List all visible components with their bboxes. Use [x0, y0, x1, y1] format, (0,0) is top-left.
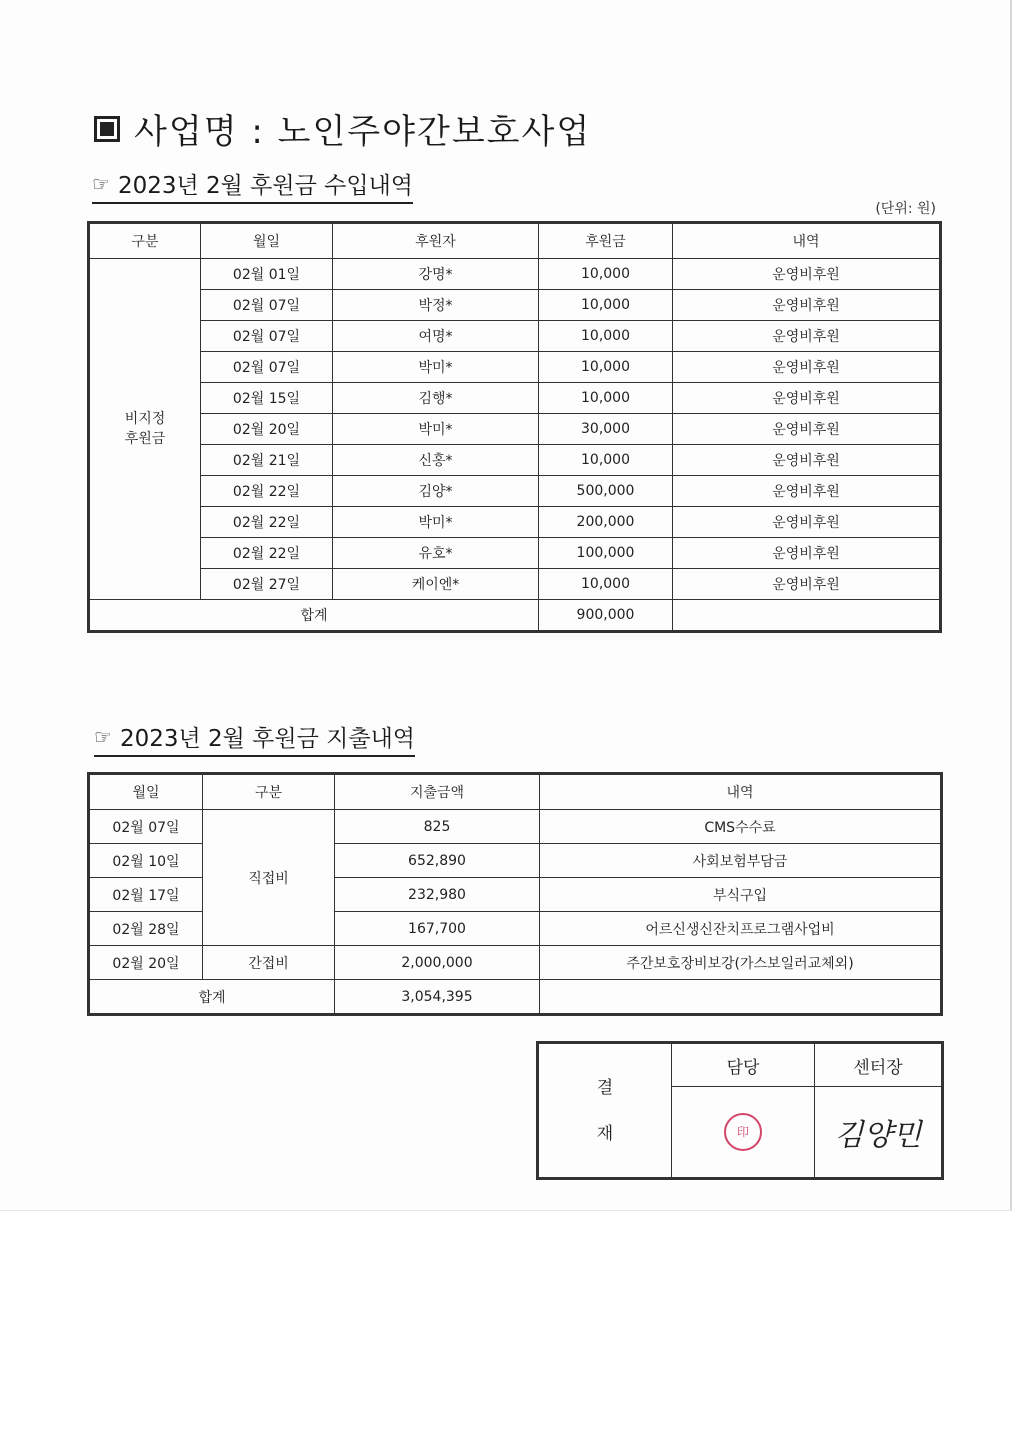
income-total-row [89, 600, 941, 632]
detail-cell: 운영비후원 [673, 569, 941, 600]
amount-cell: 232,980 [335, 878, 540, 912]
donor-cell: 박미* [333, 352, 539, 383]
approval-box [536, 1041, 944, 1180]
amount-cell: 652,890 [335, 844, 540, 878]
approval-label [538, 1043, 672, 1179]
header-date: 월일 [201, 223, 333, 259]
donor-cell: 박정* [333, 290, 539, 321]
amount-cell: 100,000 [539, 538, 673, 569]
date-cell: 02월 10일 [89, 844, 203, 878]
amount-cell: 10,000 [539, 259, 673, 290]
income-heading-text: 2023년 2월 후원금 수입내역 [117, 173, 413, 199]
date-cell: 02월 07일 [201, 321, 333, 352]
donor-cell: 박미* [333, 507, 539, 538]
pointing-hand-icon: ☞ [92, 171, 110, 196]
donor-cell: 신홍* [333, 445, 539, 476]
approval-label-top: 결 [596, 1077, 614, 1098]
detail-cell: 부식구입 [540, 878, 942, 912]
date-cell: 02월 07일 [89, 810, 203, 844]
category-cell: 직접비 [203, 810, 335, 946]
total-detail [540, 980, 942, 1015]
detail-cell: 운영비후원 [673, 476, 941, 507]
date-cell: 02월 21일 [201, 445, 333, 476]
category-cell: 간접비 [203, 946, 335, 980]
date-cell: 02월 27일 [201, 569, 333, 600]
income-header-row [89, 223, 941, 259]
expense-body [89, 810, 942, 1015]
expense-row [89, 810, 942, 844]
detail-cell: 운영비후원 [673, 352, 941, 383]
income-row [89, 507, 941, 538]
unit-label: (단위: 원) [875, 201, 936, 217]
detail-cell: 주간보호장비보강(가스보일러교체외) [540, 946, 942, 980]
date-cell: 02월 15일 [201, 383, 333, 414]
amount-cell: 10,000 [539, 321, 673, 352]
donor-cell: 박미* [333, 414, 539, 445]
amount-cell: 30,000 [539, 414, 673, 445]
income-row [89, 476, 941, 507]
expense-header-row [89, 774, 942, 810]
income-row [89, 445, 941, 476]
header-amount: 지출금액 [335, 774, 540, 810]
date-cell: 02월 22일 [201, 476, 333, 507]
detail-cell: 운영비후원 [673, 414, 941, 445]
header-detail: 내역 [540, 774, 942, 810]
seal-stamp: 印 [724, 1113, 762, 1151]
header-date: 월일 [89, 774, 203, 810]
header-category: 구분 [203, 774, 335, 810]
income-body [89, 259, 941, 632]
income-row [89, 569, 941, 600]
handwritten-signature: 김양민 [834, 1118, 922, 1153]
detail-cell: 운영비후원 [673, 507, 941, 538]
date-cell: 02월 07일 [201, 290, 333, 321]
total-detail [673, 600, 941, 632]
approval-col-director: 센터장 [815, 1043, 943, 1087]
donor-cell: 케이엔* [333, 569, 539, 600]
detail-cell: 운영비후원 [673, 290, 941, 321]
detail-cell: 운영비후원 [673, 538, 941, 569]
amount-cell: 10,000 [539, 352, 673, 383]
income-row [89, 352, 941, 383]
header-category: 구분 [89, 223, 201, 259]
income-row [89, 259, 941, 290]
donor-cell: 김양* [333, 476, 539, 507]
amount-cell: 500,000 [539, 476, 673, 507]
expense-table [87, 772, 943, 1016]
donor-cell: 김행* [333, 383, 539, 414]
pointing-hand-icon: ☞ [94, 724, 112, 749]
total-amount: 3,054,395 [335, 980, 540, 1015]
donor-cell: 여명* [333, 321, 539, 352]
amount-cell: 10,000 [539, 445, 673, 476]
amount-cell: 10,000 [539, 290, 673, 321]
date-cell: 02월 22일 [201, 538, 333, 569]
amount-cell: 10,000 [539, 383, 673, 414]
detail-cell: 사회보험부담금 [540, 844, 942, 878]
total-amount: 900,000 [539, 600, 673, 632]
income-heading [92, 167, 413, 204]
amount-cell: 2,000,000 [335, 946, 540, 980]
approval-col-staff: 담당 [672, 1043, 815, 1087]
income-row [89, 538, 941, 569]
income-row [89, 383, 941, 414]
amount-cell: 167,700 [335, 912, 540, 946]
detail-cell: 운영비후원 [673, 321, 941, 352]
detail-cell: 운영비후원 [673, 445, 941, 476]
income-table [87, 221, 942, 633]
date-cell: 02월 20일 [201, 414, 333, 445]
amount-cell: 10,000 [539, 569, 673, 600]
detail-cell: 어르신생신잔치프로그램사업비 [540, 912, 942, 946]
page-title [94, 104, 591, 153]
detail-cell: 운영비후원 [673, 259, 941, 290]
header-detail: 내역 [673, 223, 941, 259]
expense-row [89, 946, 942, 980]
total-label: 합계 [89, 600, 539, 632]
total-label: 합계 [89, 980, 335, 1015]
amount-cell: 200,000 [539, 507, 673, 538]
date-cell: 02월 20일 [89, 946, 203, 980]
expense-total-row [89, 980, 942, 1015]
income-row [89, 414, 941, 445]
income-row [89, 290, 941, 321]
amount-cell: 825 [335, 810, 540, 844]
header-donor: 후원자 [333, 223, 539, 259]
date-cell: 02월 22일 [201, 507, 333, 538]
date-cell: 02월 07일 [201, 352, 333, 383]
date-cell: 02월 17일 [89, 878, 203, 912]
approval-label-bottom: 재 [596, 1123, 614, 1144]
donor-cell: 강명* [333, 259, 539, 290]
page-title-text: 사업명 : 노인주야간보호사업 [134, 112, 592, 152]
detail-cell: CMS수수료 [540, 810, 942, 844]
staff-seal-cell [672, 1087, 815, 1179]
expense-heading [94, 720, 415, 757]
category-cell: 비지정 후원금 [89, 259, 201, 600]
donor-cell: 유호* [333, 538, 539, 569]
header-amount: 후원금 [539, 223, 673, 259]
detail-cell: 운영비후원 [673, 383, 941, 414]
square-bullet-icon [94, 116, 120, 142]
date-cell: 02월 01일 [201, 259, 333, 290]
income-row [89, 321, 941, 352]
expense-heading-text: 2023년 2월 후원금 지출내역 [119, 726, 415, 752]
date-cell: 02월 28일 [89, 912, 203, 946]
director-signature-cell [815, 1087, 943, 1179]
